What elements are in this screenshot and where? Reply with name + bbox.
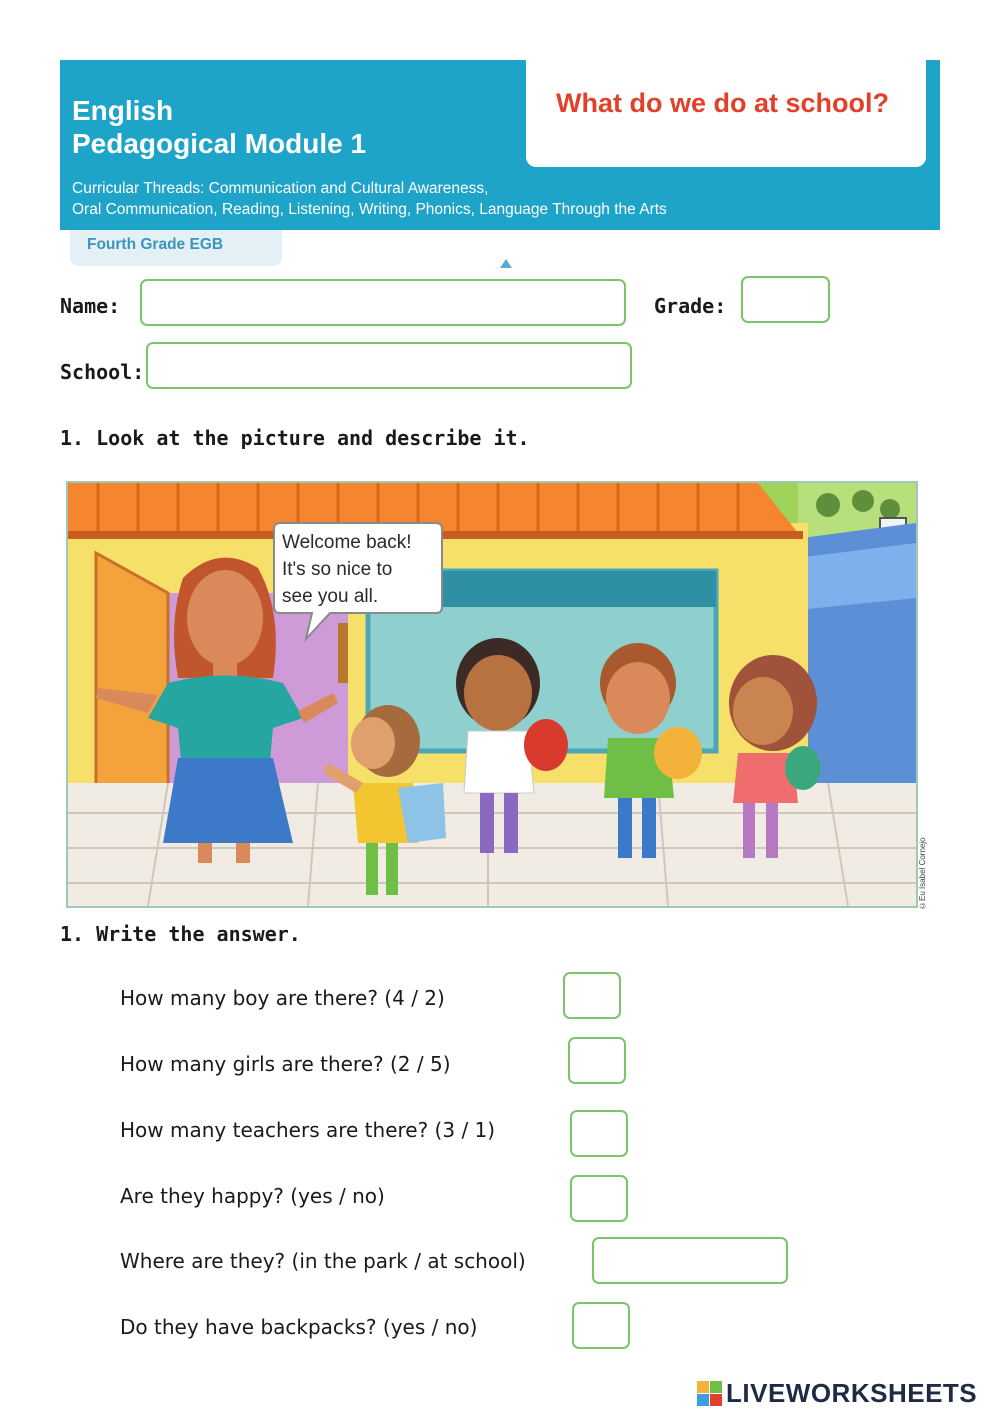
speech-line-2: It's so nice to (282, 559, 393, 580)
answer-field-3[interactable] (570, 1110, 628, 1157)
question-3: How many teachers are there? (3 / 1) (120, 1118, 496, 1142)
curricular-threads (72, 178, 667, 220)
liveworksheets-mark-icon (697, 1381, 722, 1406)
question-4: Are they happy? (yes / no) (120, 1184, 385, 1208)
answer-field-5[interactable] (592, 1237, 788, 1284)
topic-card (526, 60, 926, 167)
threads-line-2: Oral Communication, Reading, Listening, Writing, Phonics, Language Through the Arts (72, 201, 667, 218)
question-5: Where are they? (in the park / at school) (120, 1249, 526, 1273)
speech-bubble-text (282, 529, 412, 610)
title-line-module: Pedagogical Module 1 (72, 128, 367, 159)
school-picture (66, 481, 918, 908)
grade-label: Grade: (654, 294, 727, 318)
question-6: Do they have backpacks? (yes / no) (120, 1315, 478, 1339)
section2-heading: 1. Write the answer. (60, 922, 301, 946)
answer-field-1[interactable] (563, 972, 621, 1019)
school-label: School: (60, 360, 145, 384)
header-banner (60, 60, 940, 230)
answer-field-4[interactable] (570, 1175, 628, 1222)
answer-field-2[interactable] (568, 1037, 626, 1084)
liveworksheets-logo[interactable] (697, 1378, 977, 1408)
threads-line-1: Curricular Threads: Communication and Cultural Awareness, (72, 180, 489, 197)
title-line-english: English (72, 95, 174, 126)
school-field[interactable] (146, 342, 632, 389)
speech-line-1: Welcome back! (282, 532, 412, 553)
module-title (72, 94, 366, 160)
question-2: How many girls are there? (2 / 5) (120, 1052, 451, 1076)
illustration-credit: ©Eu Isabel Cornejo (918, 837, 927, 910)
liveworksheets-text: LIVEWORKSHEETS (726, 1377, 978, 1408)
answer-field-6[interactable] (572, 1302, 630, 1349)
grade-field[interactable] (741, 276, 830, 323)
topic-title: What do we do at school? (556, 88, 889, 118)
question-1: How many boy are there? (4 / 2) (120, 986, 445, 1010)
grade-level-tab: Fourth Grade EGB (70, 230, 282, 266)
name-field[interactable] (140, 279, 626, 326)
section1-heading: 1. Look at the picture and describe it. (60, 426, 530, 450)
name-label: Name: (60, 294, 121, 318)
triangle-marker-icon (500, 259, 512, 268)
speech-line-3: see you all. (282, 586, 379, 607)
